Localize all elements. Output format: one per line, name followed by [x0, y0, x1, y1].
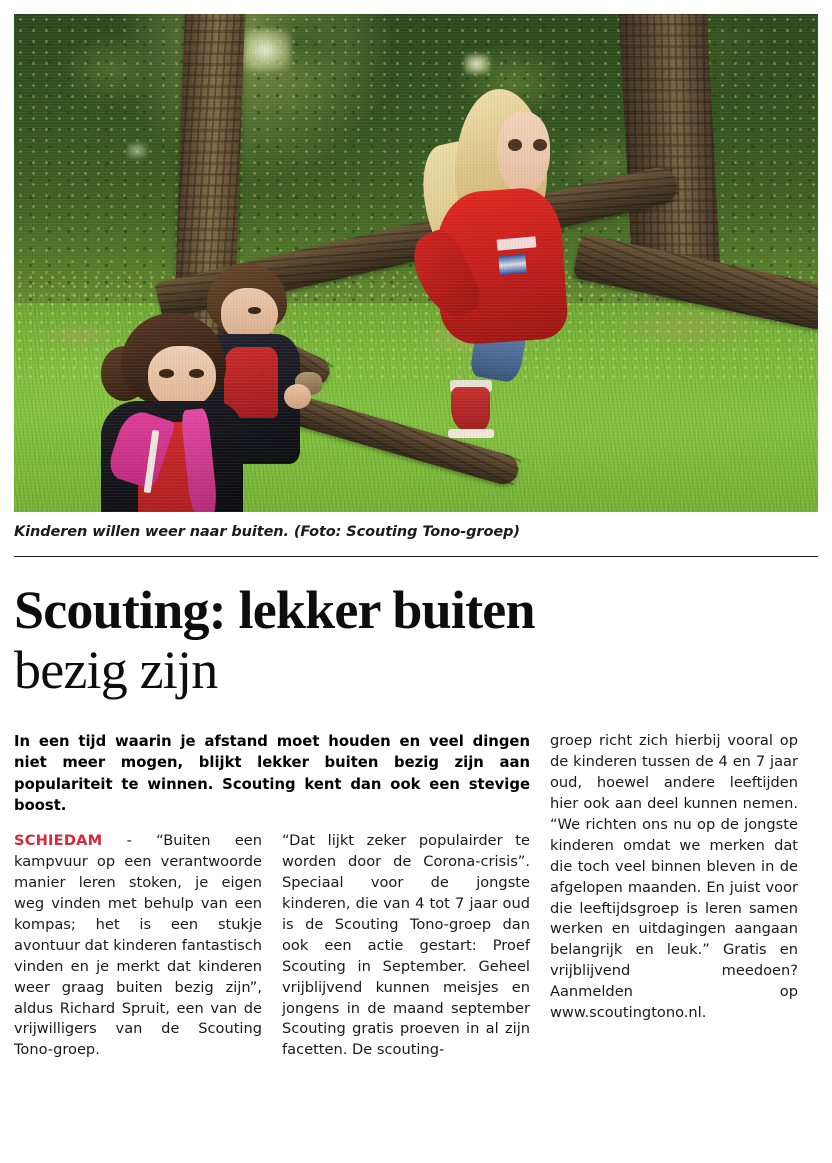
- column-1-text: [14, 831, 262, 1061]
- sky-gap-icon: [464, 54, 490, 74]
- eye: [189, 369, 204, 377]
- bark-texture: [618, 14, 721, 268]
- photo-scene: [14, 14, 818, 512]
- scouting-badge: [498, 253, 526, 274]
- lead-paragraph: In een tijd waarin je afstand moet houden en veel dingen niet meer mogen, blijkt lekker buiten bezig zijn aan populariteit te winnen. Scouting kent dan ook een stevige boost.: [14, 733, 530, 814]
- boot-sole: [448, 429, 494, 438]
- article-column-1: [14, 731, 262, 1061]
- red-rain-boot: [451, 387, 490, 434]
- photo-caption: Kinderen willen weer naar buiten. (Foto: Scouting Tono-groep): [14, 524, 520, 540]
- column-1-body: - “Buiten een kampvuur op een verantwoorde manier leren stoken, je eigen weg vinden met behulp van een kompas; het is een stukje avontuur dat kinderen fantastisch vinden en je merkt dat kinderen weer graag buiten bezig zijn”, aldus Richard Spruit, een van de vrijwilligers van de Scouting Tono-groep.: [14, 832, 262, 1059]
- dateline-kicker: SCHIEDAM: [14, 832, 103, 849]
- child-in-tree: [416, 89, 593, 428]
- hand: [284, 384, 311, 409]
- column-2-text: “Dat lijkt zeker populairder te worden door de Corona-crisis”. Speciaal voor de jongste kinderen, die van 4 tot 7 jaar oud is de Scouting Tono-groep dan ook een actie gestart: Proef Scouting in September. Geheel vrijblijvend kunnen meisjes en jongens in de maand september Scouting gratis proeven in al zijn facetten. De scouting-: [282, 832, 530, 1059]
- newspaper-article-page: [0, 14, 832, 1163]
- sky-gap-icon: [239, 29, 291, 71]
- article-column-2: [282, 731, 530, 1061]
- article-body: [14, 731, 818, 1103]
- headline-line-2: bezig zijn: [14, 640, 218, 700]
- headline-line-1: Scouting: lekker buiten: [14, 580, 535, 640]
- page-title: [14, 580, 818, 700]
- tree-trunk-secondary: [618, 14, 721, 268]
- article-column-3: groep richt zich hierbij vooral op de kinderen tussen de 4 en 7 jaar oud, hoewel andere leeftijden hier ook aan deel kunnen nemen. “We richten ons nu op de jongste kinderen omdat we merken dat die toch veel binnen bleven in de afgelopen maanden. En juist voor die leeftijdsgroep is leren samen werken en uitdagingen aangaan belangrijk en leuk.” Gratis en vrijblijvend meedoen? Aanmelden op www.scoutingtono.nl.: [550, 732, 798, 1022]
- face: [497, 112, 550, 193]
- article-photo: [14, 14, 818, 512]
- child-girl-foreground: [94, 313, 263, 512]
- sky-gap-icon: [127, 143, 147, 158]
- face: [148, 346, 216, 409]
- eye: [159, 369, 174, 377]
- horizontal-rule: [14, 556, 818, 557]
